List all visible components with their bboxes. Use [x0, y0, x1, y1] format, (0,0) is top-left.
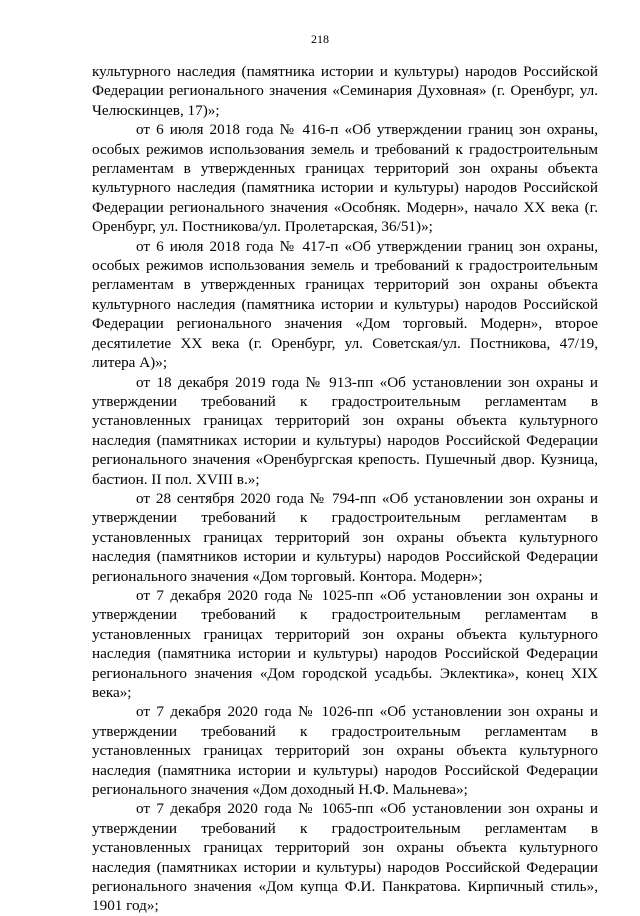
document-body [92, 62, 598, 916]
paragraph-decree-794: от 28 сентября 2020 года № 794-пп «Об установлении зон охраны и утверждении требований к градостроительным регламентам в установленных границах территорий зон охраны объекта культурного наследия (памятников истории и культуры) народов Российской Федерации регионального значения «Дом торговый. Контора. Модерн»; [92, 489, 598, 585]
paragraph-decree-417: от 6 июля 2018 года № 417-п «Об утверждении границ зон охраны, особых режимов использования земель и требований к градостроительным регламентам в утвержденных границах территорий зон охраны объекта культурного наследия (памятника истории и культуры) народов Российской Федерации регионального значения «Дом торговый. Модерн», второе десятилетие XX века (г. Оренбург, ул. Советская/ул. Постникова, 47/19, литера А)»; [92, 237, 598, 372]
paragraph-decree-1065: от 7 декабря 2020 года № 1065-пп «Об установлении зон охраны и утверждении требований к градостроительным регламентам в установленных границах территорий зон охраны объекта культурного наследия (памятниках истории и культуры) народов Российской Федерации регионального значения «Дом купца Ф.И. Панкратова. Кирпичный стиль», 1901 год»; [92, 800, 598, 915]
paragraph-decree-913: от 18 декабря 2019 года № 913-пп «Об установлении зон охраны и утверждении требований к градостроительным регламентам в установленных границах территорий зон охраны объекта культурного наследия (памятниках истории и культуры) народов Российской Федерации регионального значения «Оренбургская крепость. Пушечный двор. Кузница, бастион. II пол. XVIII в.»; [92, 373, 598, 488]
paragraph-decree-416: от 6 июля 2018 года № 416-п «Об утверждении границ зон охраны, особых режимов использования земель и требований к градостроительным регламентам в утвержденных границах территорий зон охраны объекта культурного наследия (памятника истории и культуры) народов Российской Федерации регионального значения «Особняк. Модерн», начало XX века (г. Оренбург, ул. Постникова/ул. Пролетарская, 36/51)»; [92, 121, 598, 236]
paragraph-decree-1026: от 7 декабря 2020 года № 1026-пп «Об установлении зон охраны и утверждении требований к градостроительным регламентам в установленных границах территорий зон охраны объекта культурного наследия (памятника истории и культуры) народов Российской Федерации регионального значения «Дом доходный Н.Ф. Мальнева»; [92, 703, 598, 799]
page-number: 218 [311, 32, 329, 46]
paragraph-decree-1025: от 7 декабря 2020 года № 1025-пп «Об установлении зон охраны и утверждении требований к градостроительным регламентам в установленных границах территорий зон охраны объекта культурного наследия (памятника истории и культуры) народов Российской Федерации регионального значения «Дом городской усадьбы. Эклектика», конец XIX века»; [92, 586, 598, 701]
paragraph-continuation: культурного наследия (памятника истории и культуры) народов Российской Федерации регионального значения «Семинария Духовная» (г. Оренбург, ул. Челюскинцев, 17)»; [92, 63, 598, 119]
